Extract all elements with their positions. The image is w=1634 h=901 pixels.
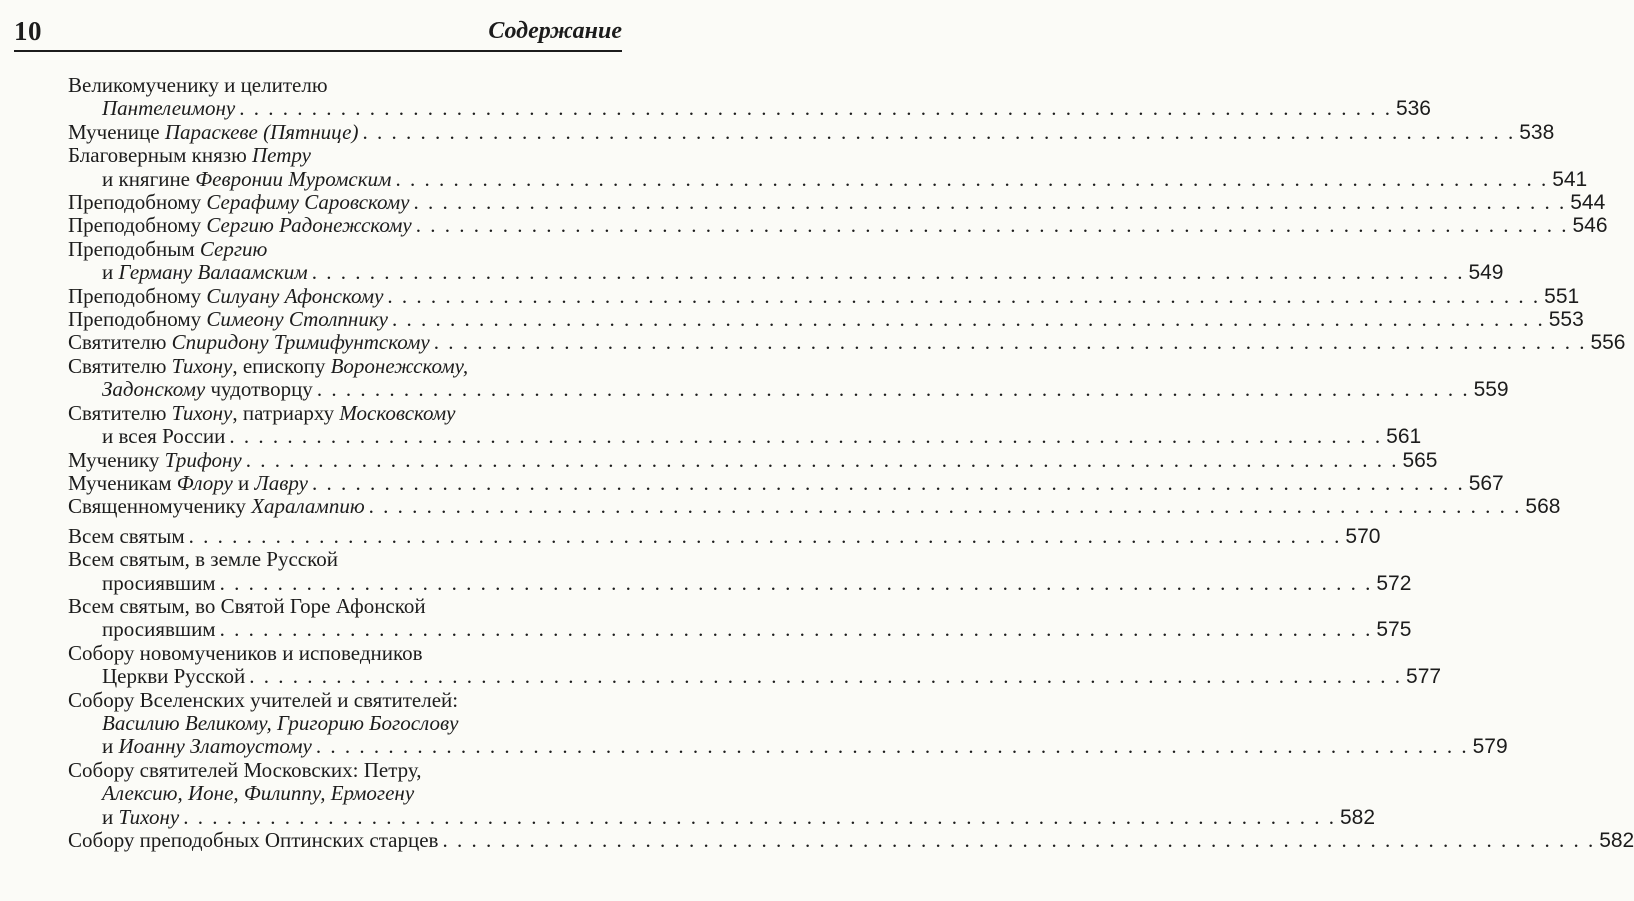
toc-text-part: Великомученику и целителю [68, 73, 328, 97]
dot-leader: . . . . . . . . . . . . . . . . . . . . . . . . . . . . . . . . . . . . . . . . . . . . . . . . . . . . . . . . . . . . . . . . . . . . . . . . . . . . . . . . [415, 213, 1569, 238]
toc-entry-line [68, 828, 1634, 852]
toc-entry-text [68, 641, 423, 665]
toc-entry[interactable] [68, 447, 1438, 472]
toc-italic-name: Алексию, Ионе, Филиппу, Ермогену [102, 781, 415, 806]
toc-page-number: 582 [1339, 805, 1376, 829]
toc-page-number: 559 [1473, 378, 1509, 402]
toc-entry-text [68, 688, 458, 712]
toc-italic-name: Флору [176, 470, 233, 495]
toc-entry[interactable] [68, 757, 1376, 829]
toc-text-part: Священномученику [68, 494, 252, 519]
toc-page-number: 544 [1570, 191, 1606, 215]
dot-leader: . . . . . . . . . . . . . . . . . . . . . . . . . . . . . . . . . . . . . . . . . . . . . . . . . . . . . . . . . . . . . . . . . . . . . . . . . . . . . . . . [433, 330, 1587, 355]
toc-text-part: Преподобному [68, 190, 207, 215]
toc-text-part: просиявшим [102, 570, 216, 595]
toc-entry-line [68, 119, 1555, 144]
toc-text-part: Всем святым, во Святой Горе Афонской [68, 593, 426, 618]
toc-text-part: Собору преподобных Оптинских старцев [68, 828, 439, 852]
toc-entry-line [68, 689, 574, 712]
page-header [14, 14, 622, 52]
toc-entry-text [68, 401, 455, 425]
toc-page-number: 553 [1548, 308, 1584, 332]
toc-page-number: 567 [1468, 471, 1504, 495]
toc-text-part: Всем святым [68, 523, 185, 548]
toc-entry-line [68, 595, 574, 618]
toc-text-part: Преподобным [68, 236, 200, 261]
dot-leader: . . . . . . . . . . . . . . . . . . . . . . . . . . . . . . . . . . . . . . . . . . . . . . . . . . . . . . . . . . . . . . . . . . . . . . . . . . . . . . . . [219, 570, 1373, 595]
toc-entry-line [68, 283, 1580, 308]
toc-entry[interactable] [68, 547, 1412, 595]
toc-entry-line [68, 355, 574, 378]
toc-entry-line [68, 190, 1606, 215]
toc-entry-text [68, 237, 267, 261]
toc-entry-line [68, 144, 574, 167]
toc-entry-text [102, 618, 216, 641]
toc-entry-line [68, 664, 1442, 689]
toc-italic-name: Силуану Афонскому [206, 283, 384, 308]
toc-italic-name: Харалампию [251, 494, 365, 519]
toc-italic-name: Василию Великому, Григорию Богослову [102, 710, 459, 735]
dot-leader: . . . . . . . . . . . . . . . . . . . . . . . . . . . . . . . . . . . . . . . . . . . . . . . . . . . . . . . . . . . . . . . . . . . . . . . . . . . . . . . . [413, 190, 1567, 215]
toc-entry[interactable] [68, 828, 1634, 852]
toc-entry-line [68, 712, 574, 735]
toc-italic-name: Параскеве (Пятнице) [164, 119, 359, 144]
toc-entry[interactable] [68, 143, 1588, 191]
toc-text-part: , патриарху [232, 400, 340, 425]
toc-entry-line [68, 213, 1608, 238]
toc-italic-name: Лавру [254, 470, 308, 495]
toc-page-number: 577 [1406, 665, 1442, 689]
toc-entry[interactable] [68, 687, 1508, 759]
toc-entry-line [68, 617, 1412, 642]
toc-page-number: 561 [1386, 425, 1422, 449]
toc-text-part: Мученику [68, 447, 165, 472]
dot-leader: . . . . . . . . . . . . . . . . . . . . . . . . . . . . . . . . . . . . . . . . . . . . . . . . . . . . . . . . . . . . . . . . . . . . . . . . . . . . . . . . [395, 166, 1549, 191]
toc-italic-name: Петру [252, 143, 311, 168]
toc-text-part: просиявшим [102, 617, 216, 642]
toc-entry-line [68, 734, 1508, 759]
dot-leader: . . . . . . . . . . . . . . . . . . . . . . . . . . . . . . . . . . . . . . . . . . . . . . . . . . . . . . . . . . . . . . . . . . . . . . . . . . . . . . . . [442, 828, 1596, 852]
toc-entry-line [68, 447, 1438, 472]
toc-text-part: Преподобному [68, 283, 207, 308]
toc-page-number: 536 [1395, 97, 1431, 121]
toc-entry-line [68, 494, 1561, 519]
toc-text-part: Собору Вселенских учителей и святителей: [68, 687, 459, 712]
toc-italic-name: Пантелеимону [102, 96, 236, 121]
toc-italic-name: Сергию Радонежскому [206, 213, 412, 238]
toc-page-number: 565 [1402, 448, 1438, 472]
dot-leader: . . . . . . . . . . . . . . . . . . . . . . . . . . . . . . . . . . . . . . . . . . . . . . . . . . . . . . . . . . . . . . . . . . . . . . . . . . . . . . . . [188, 523, 1342, 548]
toc-entry[interactable] [68, 400, 1422, 449]
toc-entry-text [68, 495, 365, 518]
dot-leader: . . . . . . . . . . . . . . . . . . . . . . . . . . . . . . . . . . . . . . . . . . . . . . . . . . . . . . . . . . . . . . . . . . . . . . . . . . . . . . . . [316, 377, 1470, 402]
dot-leader: . . . . . . . . . . . . . . . . . . . . . . . . . . . . . . . . . . . . . . . . . . . . . . . . . . . . . . . . . . . . . . . . . . . . . . . . . . . . . . . . [315, 734, 1469, 759]
toc-text-part: и [102, 734, 119, 759]
toc-entry-text [102, 711, 458, 735]
toc-entry-text [68, 758, 422, 782]
toc-text-part: Мученице [68, 119, 165, 144]
toc-entry-text [102, 806, 179, 829]
toc-entry-line [68, 166, 1588, 191]
toc-entry[interactable] [68, 593, 1412, 642]
toc-entry[interactable] [68, 213, 1608, 238]
toc-entry[interactable] [68, 190, 1606, 215]
dot-leader: . . . . . . . . . . . . . . . . . . . . . . . . . . . . . . . . . . . . . . . . . . . . . . . . . . . . . . . . . . . . . . . . . . . . . . . . . . . . . . . . [245, 447, 1399, 472]
toc-text-part: и [102, 804, 119, 829]
page-number: 10 [14, 16, 42, 46]
toc-entry-line [68, 402, 574, 425]
toc-entry-line [68, 523, 1381, 548]
dot-leader: . . . . . . . . . . . . . . . . . . . . . . . . . . . . . . . . . . . . . . . . . . . . . . . . . . . . . . . . . . . . . . . . . . . . . . . . . . . . . . . . [219, 617, 1373, 642]
toc-page-number: 582 [1599, 829, 1634, 852]
toc-entry-line [68, 238, 574, 261]
toc-entry-text [68, 214, 412, 237]
toc-text-part: Благоверным князю [68, 143, 253, 168]
toc-italic-name: Иоанну Златоустому [118, 734, 312, 759]
toc-text-part: Святителю [68, 400, 172, 425]
dot-leader: . . . . . . . . . . . . . . . . . . . . . . . . . . . . . . . . . . . . . . . . . . . . . . . . . . . . . . . . . . . . . . . . . . . . . . . . . . . . . . . . [387, 283, 1541, 308]
toc-text-part: и всея России [102, 424, 226, 449]
toc-entry-text [68, 285, 383, 308]
toc-entry-text [68, 191, 409, 214]
toc-entry-line [68, 260, 1504, 285]
toc-page-number: 556 [1590, 331, 1626, 355]
toc-text-part: и [102, 260, 119, 285]
toc-entry-text [68, 143, 311, 167]
toc-text-part: Мученикам [68, 470, 177, 495]
toc-entry[interactable] [68, 307, 1584, 332]
toc-entry-text [102, 735, 312, 758]
toc-entry[interactable] [68, 330, 1626, 355]
toc-italic-name: Московскому [339, 400, 456, 425]
toc-entry-line [68, 470, 1504, 495]
toc-entry-line [68, 782, 574, 805]
toc-text-part: и княгине [102, 166, 196, 191]
toc-entry-text [102, 261, 308, 284]
toc-text-part: Всем святым, в земле Русской [68, 547, 338, 572]
toc-text-part: Святителю [68, 353, 172, 378]
toc-entry[interactable] [68, 494, 1561, 519]
toc-entry[interactable] [68, 470, 1504, 495]
toc-page-number: 549 [1468, 261, 1504, 285]
toc-entry[interactable] [68, 353, 1509, 402]
toc-italic-name: Воронежскому, [330, 353, 469, 378]
toc-italic-name: Серафиму Саровскому [206, 190, 410, 215]
toc-text-part: Святителю [68, 330, 172, 355]
toc-entry[interactable] [68, 283, 1580, 308]
toc-text-part: , епископу [232, 353, 331, 378]
toc-page-number: 546 [1572, 214, 1608, 238]
toc-entry-text [68, 354, 468, 378]
toc-entry-text [68, 73, 328, 97]
toc-entry-line [68, 804, 1376, 829]
toc-entry-line [68, 377, 1509, 402]
dot-leader: . . . . . . . . . . . . . . . . . . . . . . . . . . . . . . . . . . . . . . . . . . . . . . . . . . . . . . . . . . . . . . . . . . . . . . . . . . . . . . . . [239, 96, 1392, 121]
toc-italic-name: Трифону [164, 447, 242, 472]
toc-italic-name: Герману Валаамским [118, 260, 308, 285]
toc-entry-text [102, 572, 216, 595]
dot-leader: . . . . . . . . . . . . . . . . . . . . . . . . . . . . . . . . . . . . . . . . . . . . . . . . . . . . . . . . . . . . . . . . . . . . . . . . . . . . . . . . [249, 664, 1403, 689]
toc-text-part: Преподобному [68, 307, 207, 332]
table-of-contents [68, 73, 1634, 852]
toc-italic-name: Сергию [199, 236, 268, 261]
toc-entry-text [68, 308, 388, 331]
toc-page-number: 568 [1525, 495, 1561, 519]
toc-page-number: 541 [1552, 167, 1588, 191]
toc-entry[interactable] [68, 236, 1504, 285]
toc-entry-text [68, 594, 426, 618]
toc-italic-name: Тихону [171, 400, 233, 425]
toc-italic-name: Задонскому [102, 377, 206, 402]
toc-page-number: 538 [1519, 120, 1555, 144]
toc-entry-line [68, 424, 1422, 449]
toc-page-number: 551 [1544, 284, 1580, 308]
toc-text-part: и [232, 470, 255, 495]
toc-italic-name: Тихону [171, 353, 233, 378]
toc-entry-text [68, 472, 308, 495]
toc-italic-name: Симеону Столпнику [206, 307, 388, 332]
toc-entry-text [68, 525, 185, 548]
toc-entry-text [68, 331, 430, 354]
toc-entry-line [68, 570, 1412, 595]
toc-entry-text [102, 168, 391, 191]
toc-entry-text [102, 378, 313, 401]
toc-text-part: чудотворцу [205, 377, 313, 402]
toc-entry-text [68, 829, 438, 852]
running-title: Содержание [488, 18, 622, 44]
toc-text-part: Собору святителей Московских: Петру, [68, 757, 422, 782]
toc-entry[interactable] [68, 119, 1555, 144]
toc-page-number: 572 [1376, 571, 1412, 595]
toc-entry[interactable] [68, 640, 1442, 689]
toc-entry-text [68, 547, 338, 571]
toc-entry-line [68, 96, 1431, 121]
toc-entry-line [68, 74, 574, 97]
dot-leader: . . . . . . . . . . . . . . . . . . . . . . . . . . . . . . . . . . . . . . . . . . . . . . . . . . . . . . . . . . . . . . . . . . . . . . . . . . . . . . . . [362, 119, 1516, 144]
toc-entry-line [68, 307, 1584, 332]
toc-page-number: 570 [1345, 524, 1381, 548]
dot-leader: . . . . . . . . . . . . . . . . . . . . . . . . . . . . . . . . . . . . . . . . . . . . . . . . . . . . . . . . . . . . . . . . . . . . . . . . . . . . . . . . [391, 307, 1545, 332]
toc-page-number: 575 [1376, 618, 1412, 642]
toc-italic-name: Февронии Муромским [195, 166, 392, 191]
toc-entry-line [68, 330, 1626, 355]
toc-entry[interactable] [68, 73, 1431, 121]
toc-italic-name: Спиридону Тримифунтскому [171, 330, 430, 355]
toc-page-number: 579 [1472, 735, 1508, 759]
dot-leader: . . . . . . . . . . . . . . . . . . . . . . . . . . . . . . . . . . . . . . . . . . . . . . . . . . . . . . . . . . . . . . . . . . . . . . . . . . . . . . . . [311, 260, 1465, 285]
toc-entry-line [68, 548, 574, 571]
toc-text-part: Церкви Русской [102, 664, 246, 689]
toc-entry[interactable] [68, 523, 1381, 548]
dot-leader: . . . . . . . . . . . . . . . . . . . . . . . . . . . . . . . . . . . . . . . . . . . . . . . . . . . . . . . . . . . . . . . . . . . . . . . . . . . . . . . . [183, 804, 1336, 829]
dot-leader: . . . . . . . . . . . . . . . . . . . . . . . . . . . . . . . . . . . . . . . . . . . . . . . . . . . . . . . . . . . . . . . . . . . . . . . . . . . . . . . . [368, 494, 1522, 519]
dot-leader: . . . . . . . . . . . . . . . . . . . . . . . . . . . . . . . . . . . . . . . . . . . . . . . . . . . . . . . . . . . . . . . . . . . . . . . . . . . . . . . . [229, 424, 1383, 449]
toc-entry-text [102, 665, 245, 688]
toc-text-part: Преподобному [68, 213, 207, 238]
toc-text-part: Собору новомучеников и исповедников [68, 640, 423, 665]
toc-entry-text [68, 121, 358, 144]
toc-entry-text [102, 97, 235, 120]
dot-leader: . . . . . . . . . . . . . . . . . . . . . . . . . . . . . . . . . . . . . . . . . . . . . . . . . . . . . . . . . . . . . . . . . . . . . . . . . . . . . . . . [311, 470, 1465, 495]
toc-entry-line [68, 642, 574, 665]
toc-italic-name: Тихону [118, 804, 180, 829]
toc-entry-text [102, 425, 225, 448]
toc-entry-line [68, 759, 574, 782]
toc-entry-text [102, 781, 414, 805]
toc-entry-text [68, 449, 242, 472]
